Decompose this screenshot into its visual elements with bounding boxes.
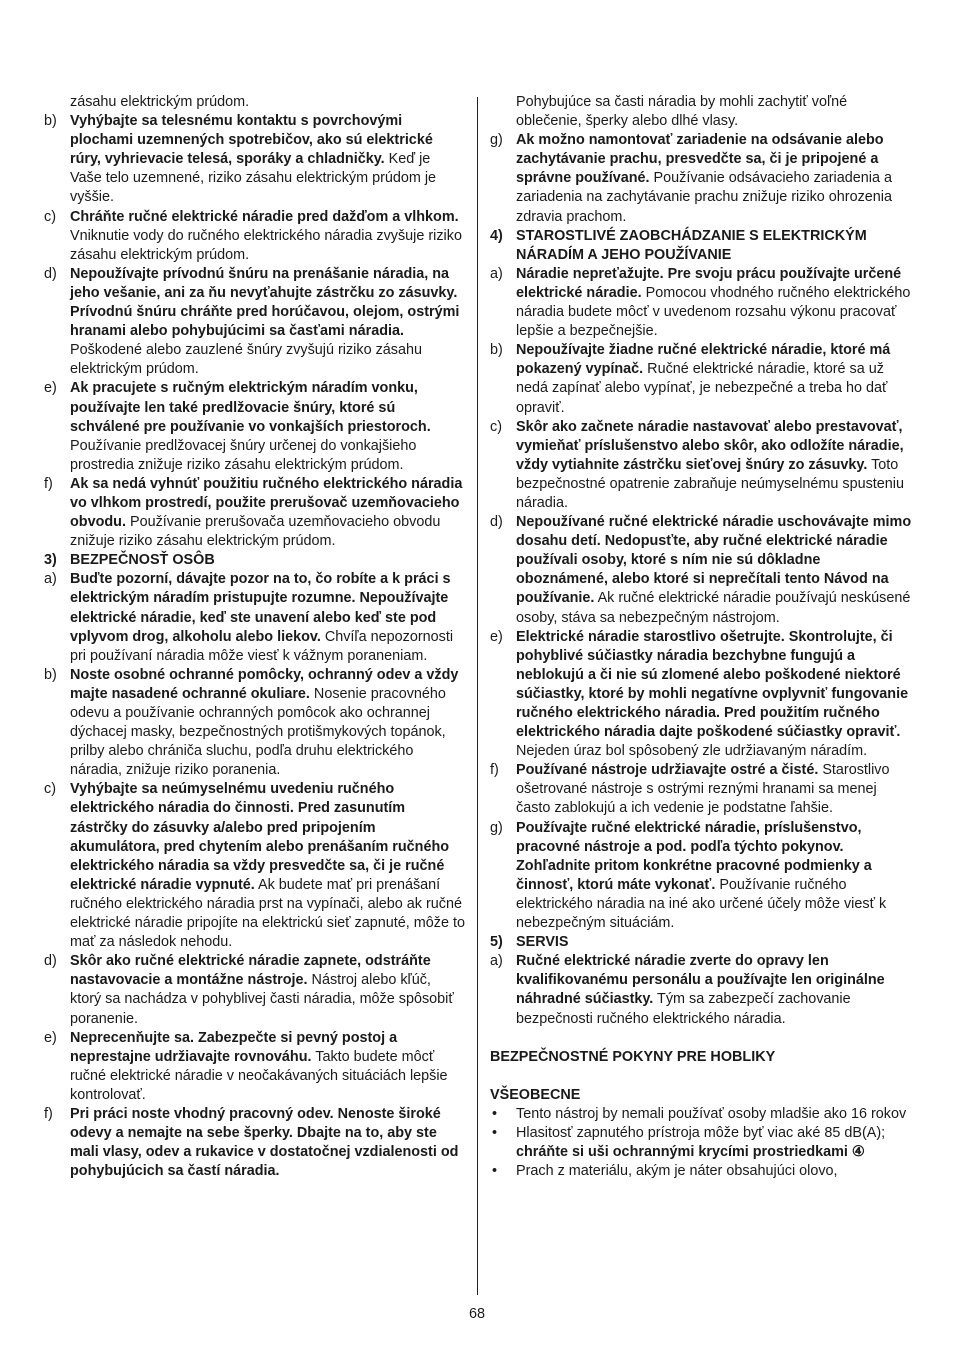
list-item-3b bbox=[44, 666, 466, 781]
item-label: b) bbox=[490, 342, 503, 359]
item-label: f) bbox=[490, 762, 499, 779]
list-item-e bbox=[44, 379, 466, 474]
item-label: g) bbox=[490, 132, 503, 149]
item-text: Používanie odsávacieho zariadenia a zariadenia na zachytávanie prachu znižuje riziko ohrozenia zdravia prachom. bbox=[516, 170, 892, 225]
item-text: Chvíľa nepozornosti pri používaní náradia môže viesť k vážnym poraneniam. bbox=[70, 628, 454, 664]
section-number: 5) bbox=[490, 934, 503, 951]
item-label: a) bbox=[490, 265, 503, 282]
item-label: e) bbox=[490, 628, 503, 645]
list-item-4a bbox=[490, 265, 912, 341]
item-text: Používanie prerušovača uzemňovacieho obvodu znižuje riziko zásahu elektrickým prúdom. bbox=[70, 514, 441, 550]
item-bold: Používajte ručné elektrické náradie, príslušenstvo, pracovné nástroje a pod. podľa týchto pokynov. Zohľadnite pritom konkrétne pracovné podmienky a činnosť, ktorú máte vykonať. bbox=[516, 819, 872, 893]
section-heading-4 bbox=[490, 227, 912, 265]
list-item-3e bbox=[44, 1029, 466, 1105]
item-text: Vniknutie vody do ručného elektrického náradia zvyšuje riziko zásahu elektrickým prúdom. bbox=[70, 227, 462, 263]
item-bold: Vyhýbajte sa telesnému kontaktu s povrchovými plochami uzemnených spotrebičov, ako sú elektrické rúry, vyhrievacie telesá, sporáky a chladničky. bbox=[70, 113, 433, 168]
page-number: 68 bbox=[468, 1306, 485, 1322]
bullet-text: Prach z materiálu, akým je náter obsahujúci olovo, bbox=[516, 1163, 838, 1180]
item-text: Poškodené alebo zauzlené šnúry zvyšujú riziko zásahu elektrickým prúdom. bbox=[70, 342, 422, 378]
list-item-3d bbox=[44, 952, 466, 1028]
list-item-5a bbox=[490, 952, 912, 1028]
bullet-item bbox=[490, 1105, 912, 1124]
list-item-g bbox=[490, 131, 912, 226]
item-bold: Nepoužívané ručné elektrické náradie uschovávajte mimo dosahu detí. Nedopusťte, aby ručné elektrické náradie používali osoby, ktoré s ním nie sú dôkladne oboznámené, alebo ktoré si neprečítali tento Návod na používanie. bbox=[516, 514, 912, 607]
item-bold: Neprecenňujte sa. Zabezpečte si pevný postoj a neprestajne udržiavajte rovnováhu. bbox=[70, 1029, 398, 1065]
item-bold: Ručné elektrické náradie zverte do opravy len kvalifikovanému personálu a používajte len originálne náhradné súčiastky. bbox=[516, 953, 885, 1008]
list-item-4e bbox=[490, 628, 912, 762]
item-label: f) bbox=[44, 1105, 53, 1122]
continued-text: Pohybujúce sa časti náradia by mohli zachytiť voľné oblečenie, šperky alebo dlhé vlasy. bbox=[516, 94, 848, 130]
item-bold: Chráňte ručné elektrické náradie pred dažďom a vlhkom. bbox=[70, 208, 459, 225]
section-heading-3 bbox=[44, 551, 466, 570]
list-item-3c bbox=[44, 780, 466, 952]
item-bold: Nepoužívajte prívodnú šnúru na prenášanie náradia, na jeho vešanie, ani za ňu nevyťahujte zástrčku zo zásuvky. Prívodnú šnúru chráňte pred horúčavou, olejom, ostrými hranami alebo pohybujúcimi sa časťami náradia. bbox=[70, 265, 460, 340]
item-label: d) bbox=[490, 514, 503, 531]
item-label: c) bbox=[44, 208, 56, 225]
bullet-text: Tento nástroj by nemali používať osoby mladšie ako 16 rokov bbox=[516, 1105, 907, 1122]
item-bold: Skôr ako ručné elektrické náradie zapnete, odstráňte nastavovacie a montážne nástroje. bbox=[70, 953, 431, 989]
list-item-4b bbox=[490, 341, 912, 417]
item-label: d) bbox=[44, 265, 57, 282]
bullet-bold: chráňte si uši ochrannými krycími prostriedkami ④ bbox=[516, 1143, 865, 1160]
item-bold: Ak sa nedá vyhnúť použitiu ručného elektrického náradia vo vlhkom prostredí, použite prerušovač uzemňovacieho obvodu. bbox=[70, 475, 463, 531]
bullet: • bbox=[492, 1105, 498, 1122]
item-text: Takto budete môcť ručné elektrické náradie v neočakávaných situáciách lepšie kontrolovať. bbox=[70, 1048, 448, 1103]
item-label: c) bbox=[490, 418, 502, 435]
item-text: Ručné elektrické náradie, ktoré sa už nedá zapínať alebo vypínať, je nebezpečné a treba ho dať opraviť. bbox=[516, 361, 888, 416]
item-bold: Nepoužívajte žiadne ručné elektrické náradie, ktoré má pokazený vypínač. bbox=[516, 342, 891, 378]
section-heading-5 bbox=[490, 933, 912, 952]
bullet-item bbox=[490, 1124, 912, 1162]
item-text: Tým sa zabezpečí zachovanie bezpečnosti ručného elektrického náradia. bbox=[516, 991, 851, 1027]
bullet-text: Hlasitosť zapnutého prístroja môže byť viac aké 85 dB(A); bbox=[516, 1124, 886, 1141]
item-bold: Pri práci noste vhodný pracovný odev. Nenoste široké odevy a nemajte na sebe šperky. Dbajte na to, aby ste mali vlasy, odev a rukavice v dostatočnej vzdialenosti od pohybujúcich sa častí náradia. bbox=[70, 1105, 459, 1180]
continued-text: zásahu elektrickým prúdom. bbox=[70, 94, 250, 110]
item-text: Ak budete mať pri prenášaní ručného elektrického náradia prst na vypínači, alebo ak ručné elektrické náradie pripojíte na elektrickú sieť zapnuté, môže to mať za následok nehodu. bbox=[70, 876, 465, 951]
list-item-b bbox=[44, 112, 466, 207]
item-text: Nástroj alebo kľúč, ktorý sa nachádza v pohyblivej časti náradia, môže spôsobiť poranenie. bbox=[70, 972, 454, 1027]
item-text: Používanie predlžovacej šnúry určenej do vonkajšieho prostredia znižuje riziko zásahu elektrickým prúdom. bbox=[70, 437, 417, 473]
item-text: Toto bezpečnostné opatrenie zabraňuje neúmyselnému spusteniu náradia. bbox=[516, 456, 905, 511]
list-item-3f bbox=[44, 1105, 466, 1181]
item-bold: Skôr ako začnete náradie nastavovať alebo prestavovať, vymieňať príslušenstvo alebo skôr, ako odložíte náradie, vždy vytiahnite zástrčku sieťovej šnúry zo zásuvky. bbox=[516, 418, 904, 473]
item-bold: Ak pracujete s ručným elektrickým náradím vonku, používajte len také predlžovacie šnúry, ktoré sú schválené pre používanie vo vonkajších priestoroch. bbox=[70, 380, 431, 435]
item-label: d) bbox=[44, 953, 57, 970]
bullet: • bbox=[492, 1124, 498, 1141]
heading-general: VŠEOBECNE bbox=[490, 1086, 581, 1103]
heading-safety-planers: BEZPEČNOSTNÉ POKYNY PRE HOBLIKY bbox=[490, 1048, 776, 1065]
left-column bbox=[44, 93, 466, 1181]
section-title: SERVIS bbox=[516, 934, 569, 951]
list-item-4d bbox=[490, 513, 912, 628]
bullet: • bbox=[492, 1163, 498, 1180]
section-number: 3) bbox=[44, 552, 57, 569]
list-item-c bbox=[44, 208, 466, 265]
item-text: Ak ručné elektrické náradie používajú neskúsené osoby, stáva sa nebezpečným nástrojom. bbox=[516, 590, 911, 626]
list-item-d bbox=[44, 265, 466, 380]
item-bold: Vyhýbajte sa neúmyselnému uvedeniu ručného elektrického náradia do činnosti. Pred zasunutím zástrčky do zásuvky a/alebo pred pripojením akumulátora, pred chytením alebo prenášaním ručného elektrického náradia sa vždy presvedčte sa, či je ručné elektrické náradie vypnuté. bbox=[70, 781, 450, 893]
list-item-4g bbox=[490, 819, 912, 934]
item-bold: Náradie nepreťažujte. Pre svoju prácu používajte určené elektrické náradie. bbox=[516, 265, 902, 301]
item-label: b) bbox=[44, 666, 57, 683]
item-text: Keď je Vaše telo uzemnené, riziko zásahu elektrickým prúdom je vyššie. bbox=[70, 151, 437, 206]
item-label: g) bbox=[490, 819, 503, 836]
section-title: BEZPEČNOSŤ OSÔB bbox=[70, 552, 215, 569]
item-label: c) bbox=[44, 781, 56, 798]
item-label: e) bbox=[44, 1029, 57, 1046]
item-bold: Noste osobné ochranné pomôcky, ochranný odev a vždy majte nasadené ochranné okuliare. bbox=[70, 666, 459, 702]
item-text: Pomocou vhodného ručného elektrického náradia budete môcť v uvedenom rozsahu výkonu pracovať lepšie a bezpečnejšie. bbox=[516, 284, 911, 340]
list-item-3a bbox=[44, 570, 466, 665]
section-number: 4) bbox=[490, 227, 503, 244]
item-bold: Buďte pozorní, dávajte pozor na to, čo robíte a k práci s elektrickým náradím pristupujte rozumne. Nepoužívajte elektrické náradie, keď ste unavení alebo keď ste pod vplyvom drog, alkoholu alebo liekov. bbox=[70, 571, 451, 645]
item-bold: Elektrické náradie starostlivo ošetrujte. Skontrolujte, či pohyblivé súčiastky náradia bezchybne fungujú a neblokujú a či nie sú zlomené alebo poškodené niektoré súčiastky, ktoré by mohli negatívne ovplyvniť fungovanie ručného elektrického náradia. Pred použitím ručného elektrického náradia dajte poškodené súčiastky opraviť. bbox=[516, 628, 909, 741]
item-bold: Používané nástroje udržiavajte ostré a čisté. bbox=[516, 762, 819, 779]
item-label: f) bbox=[44, 475, 53, 492]
list-item-4c bbox=[490, 418, 912, 513]
list-item-f bbox=[44, 475, 466, 551]
item-label: e) bbox=[44, 380, 57, 397]
list-item-4f bbox=[490, 761, 912, 818]
item-text: Používanie ručného elektrického náradia na iné ako určené účely môže viesť k nebezpečným situáciám. bbox=[516, 876, 887, 932]
item-text: Nosenie pracovného odevu a používanie ochranných pomôcok ako ochrannej dýchacej masky, bezpečnostných protišmykových topánok, prilby alebo chrániča sluchu, podľa druhu elektrického náradia, znižuje riziko poranenia. bbox=[70, 685, 446, 779]
right-column bbox=[490, 93, 912, 1181]
item-label: a) bbox=[44, 571, 57, 588]
item-text: Starostlivo ošetrované nástroje s ostrými reznými hranami sa menej často zablokujú a ich vedenie je podstatne ľahšie. bbox=[516, 762, 890, 817]
item-label: b) bbox=[44, 113, 57, 130]
section-title: STAROSTLIVÉ ZAOBCHÁDZANIE S ELEKTRICKÝM NÁRADÍM A JEHO POUŽÍVANIE bbox=[516, 227, 867, 263]
item-label: a) bbox=[490, 953, 503, 970]
column-divider bbox=[477, 97, 478, 1295]
bullet-item bbox=[490, 1162, 912, 1181]
item-bold: Ak možno namontovať zariadenie na odsávanie alebo zachytávanie prachu, presvedčte sa, či je pripojené a správne používané. bbox=[516, 132, 884, 187]
item-text: Nejeden úraz bol spôsobený zle udržiavaným náradím. bbox=[516, 743, 868, 760]
